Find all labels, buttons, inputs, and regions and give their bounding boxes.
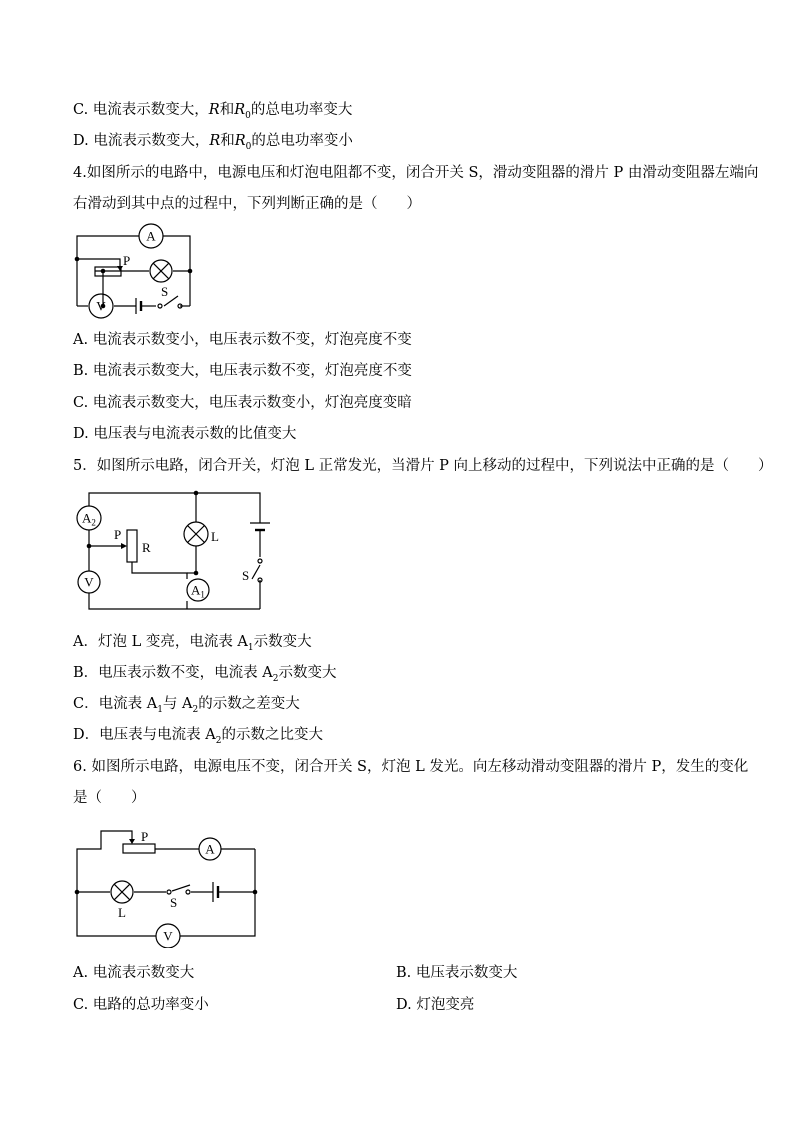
q5-stem: 5．如图所示电路，闭合开关，灯泡 L 正常发光，当滑片 P 向上移动的过程中，下列说法中正确的是（ ） — [73, 458, 773, 474]
q3-option-c — [73, 100, 352, 120]
q5-option-a-end: 示数变大 — [253, 634, 312, 650]
subscript: 0 — [245, 110, 251, 121]
q3-option-d-end: 的总电功率变小 — [251, 133, 353, 149]
q5-option-b-text: B．电压表示数不变，电流表 A — [73, 665, 273, 681]
q5-lamp-label: L — [211, 529, 219, 544]
q5-ammeter2-letter: A — [82, 510, 92, 526]
subscript: 2 — [192, 704, 199, 715]
q5-ammeter1-subscript: 1 — [200, 589, 205, 600]
q4-circuit-diagram — [70, 222, 200, 322]
and-word: 和 — [220, 133, 235, 149]
q3-option-c-end: 的总电功率变大 — [250, 102, 353, 118]
q5-option-d — [73, 725, 323, 745]
q3-option-d — [73, 131, 353, 151]
q6-stem-line1: 6. 如图所示电路，电源电压不变，闭合开关 S，灯泡 L 发光。向左移动滑动变阻器的滑片 P，发生的变化 — [73, 759, 749, 775]
var-r: R — [208, 102, 220, 118]
q5-option-d-text: D．电压表与电流表 A — [73, 727, 216, 743]
q4-option-a: A. 电流表示数变小，电压表示数不变，灯泡亮度不变 — [73, 332, 412, 348]
q4-switch-label: S — [161, 284, 169, 299]
q4-stem-line2: 右滑动到其中点的过程中，下列判断正确的是（ ） — [73, 196, 421, 212]
q4-option-c: C. 电流表示数变大，电压表示数变小，灯泡亮度变暗 — [73, 395, 412, 411]
subscript: 2 — [272, 673, 279, 684]
q5-resistor-label: R — [142, 540, 151, 555]
q3-option-d-text: D. 电流表示数变大， — [73, 133, 210, 149]
var-r0: R — [234, 133, 246, 149]
var-r0: R — [234, 102, 246, 118]
q5-ammeter1-label — [191, 583, 205, 600]
q5-voltmeter-label: V — [84, 574, 94, 590]
q5-option-a — [73, 632, 312, 652]
q5-option-a-text: A．灯泡 L 变亮，电流表 A — [73, 634, 248, 650]
q5-ammeter2-subscript: 2 — [91, 517, 96, 528]
q4-slider-label: P — [123, 253, 131, 268]
q6-slider-label: P — [141, 829, 149, 844]
subscript: 1 — [157, 704, 163, 715]
q5-option-c — [73, 694, 300, 714]
q4-stem-line1: 4.如图所示的电路中，电源电压和灯泡电阻都不变，闭合开关 S，滑动变阻器的滑片 P 由滑动变阻器左端向 — [73, 165, 759, 181]
q4-voltmeter-label: V — [96, 298, 106, 314]
q5-option-b — [73, 663, 336, 683]
q5-ammeter1-letter: A — [191, 582, 201, 598]
q5-option-d-end: 的示数之比变大 — [221, 727, 323, 743]
subscript: 0 — [245, 141, 252, 152]
subscript: 2 — [215, 735, 222, 746]
subscript: 1 — [247, 642, 254, 653]
q5-option-c-text: C．电流表 A — [73, 696, 158, 712]
q6-circuit-diagram — [70, 826, 265, 948]
q4-ammeter-label: A — [146, 228, 156, 244]
q5-slider-label: P — [114, 527, 122, 542]
q5-switch-label: S — [242, 568, 250, 583]
q6-option-a: A. 电流表示数变大 — [73, 965, 195, 981]
q6-stem-line2: 是（ ） — [73, 790, 146, 806]
q6-option-b: B. 电压表示数变大 — [396, 965, 518, 981]
and-word: 和 — [219, 102, 235, 118]
q5-circuit-diagram — [70, 485, 270, 615]
q6-option-d: D. 灯泡变亮 — [396, 997, 475, 1013]
q5-ammeter2-label — [82, 511, 96, 528]
q5-option-c-mid: 与 A — [162, 696, 193, 712]
q5-option-b-end: 示数变大 — [278, 665, 337, 681]
q5-option-c-end: 的示数之差变大 — [198, 696, 300, 712]
q6-option-c: C. 电路的总功率变小 — [73, 997, 209, 1013]
q6-voltmeter-label: V — [163, 928, 173, 944]
q3-option-c-text: C. 电流表示数变大， — [73, 102, 209, 118]
var-r: R — [209, 133, 221, 149]
q6-lamp-label: L — [118, 905, 126, 920]
q4-option-b: B. 电流表示数变大，电压表示数不变，灯泡亮度不变 — [73, 363, 412, 379]
q4-option-d: D. 电压表与电流表示数的比值变大 — [73, 426, 297, 442]
q6-ammeter-label: A — [205, 841, 215, 857]
q6-switch-label: S — [170, 895, 178, 910]
